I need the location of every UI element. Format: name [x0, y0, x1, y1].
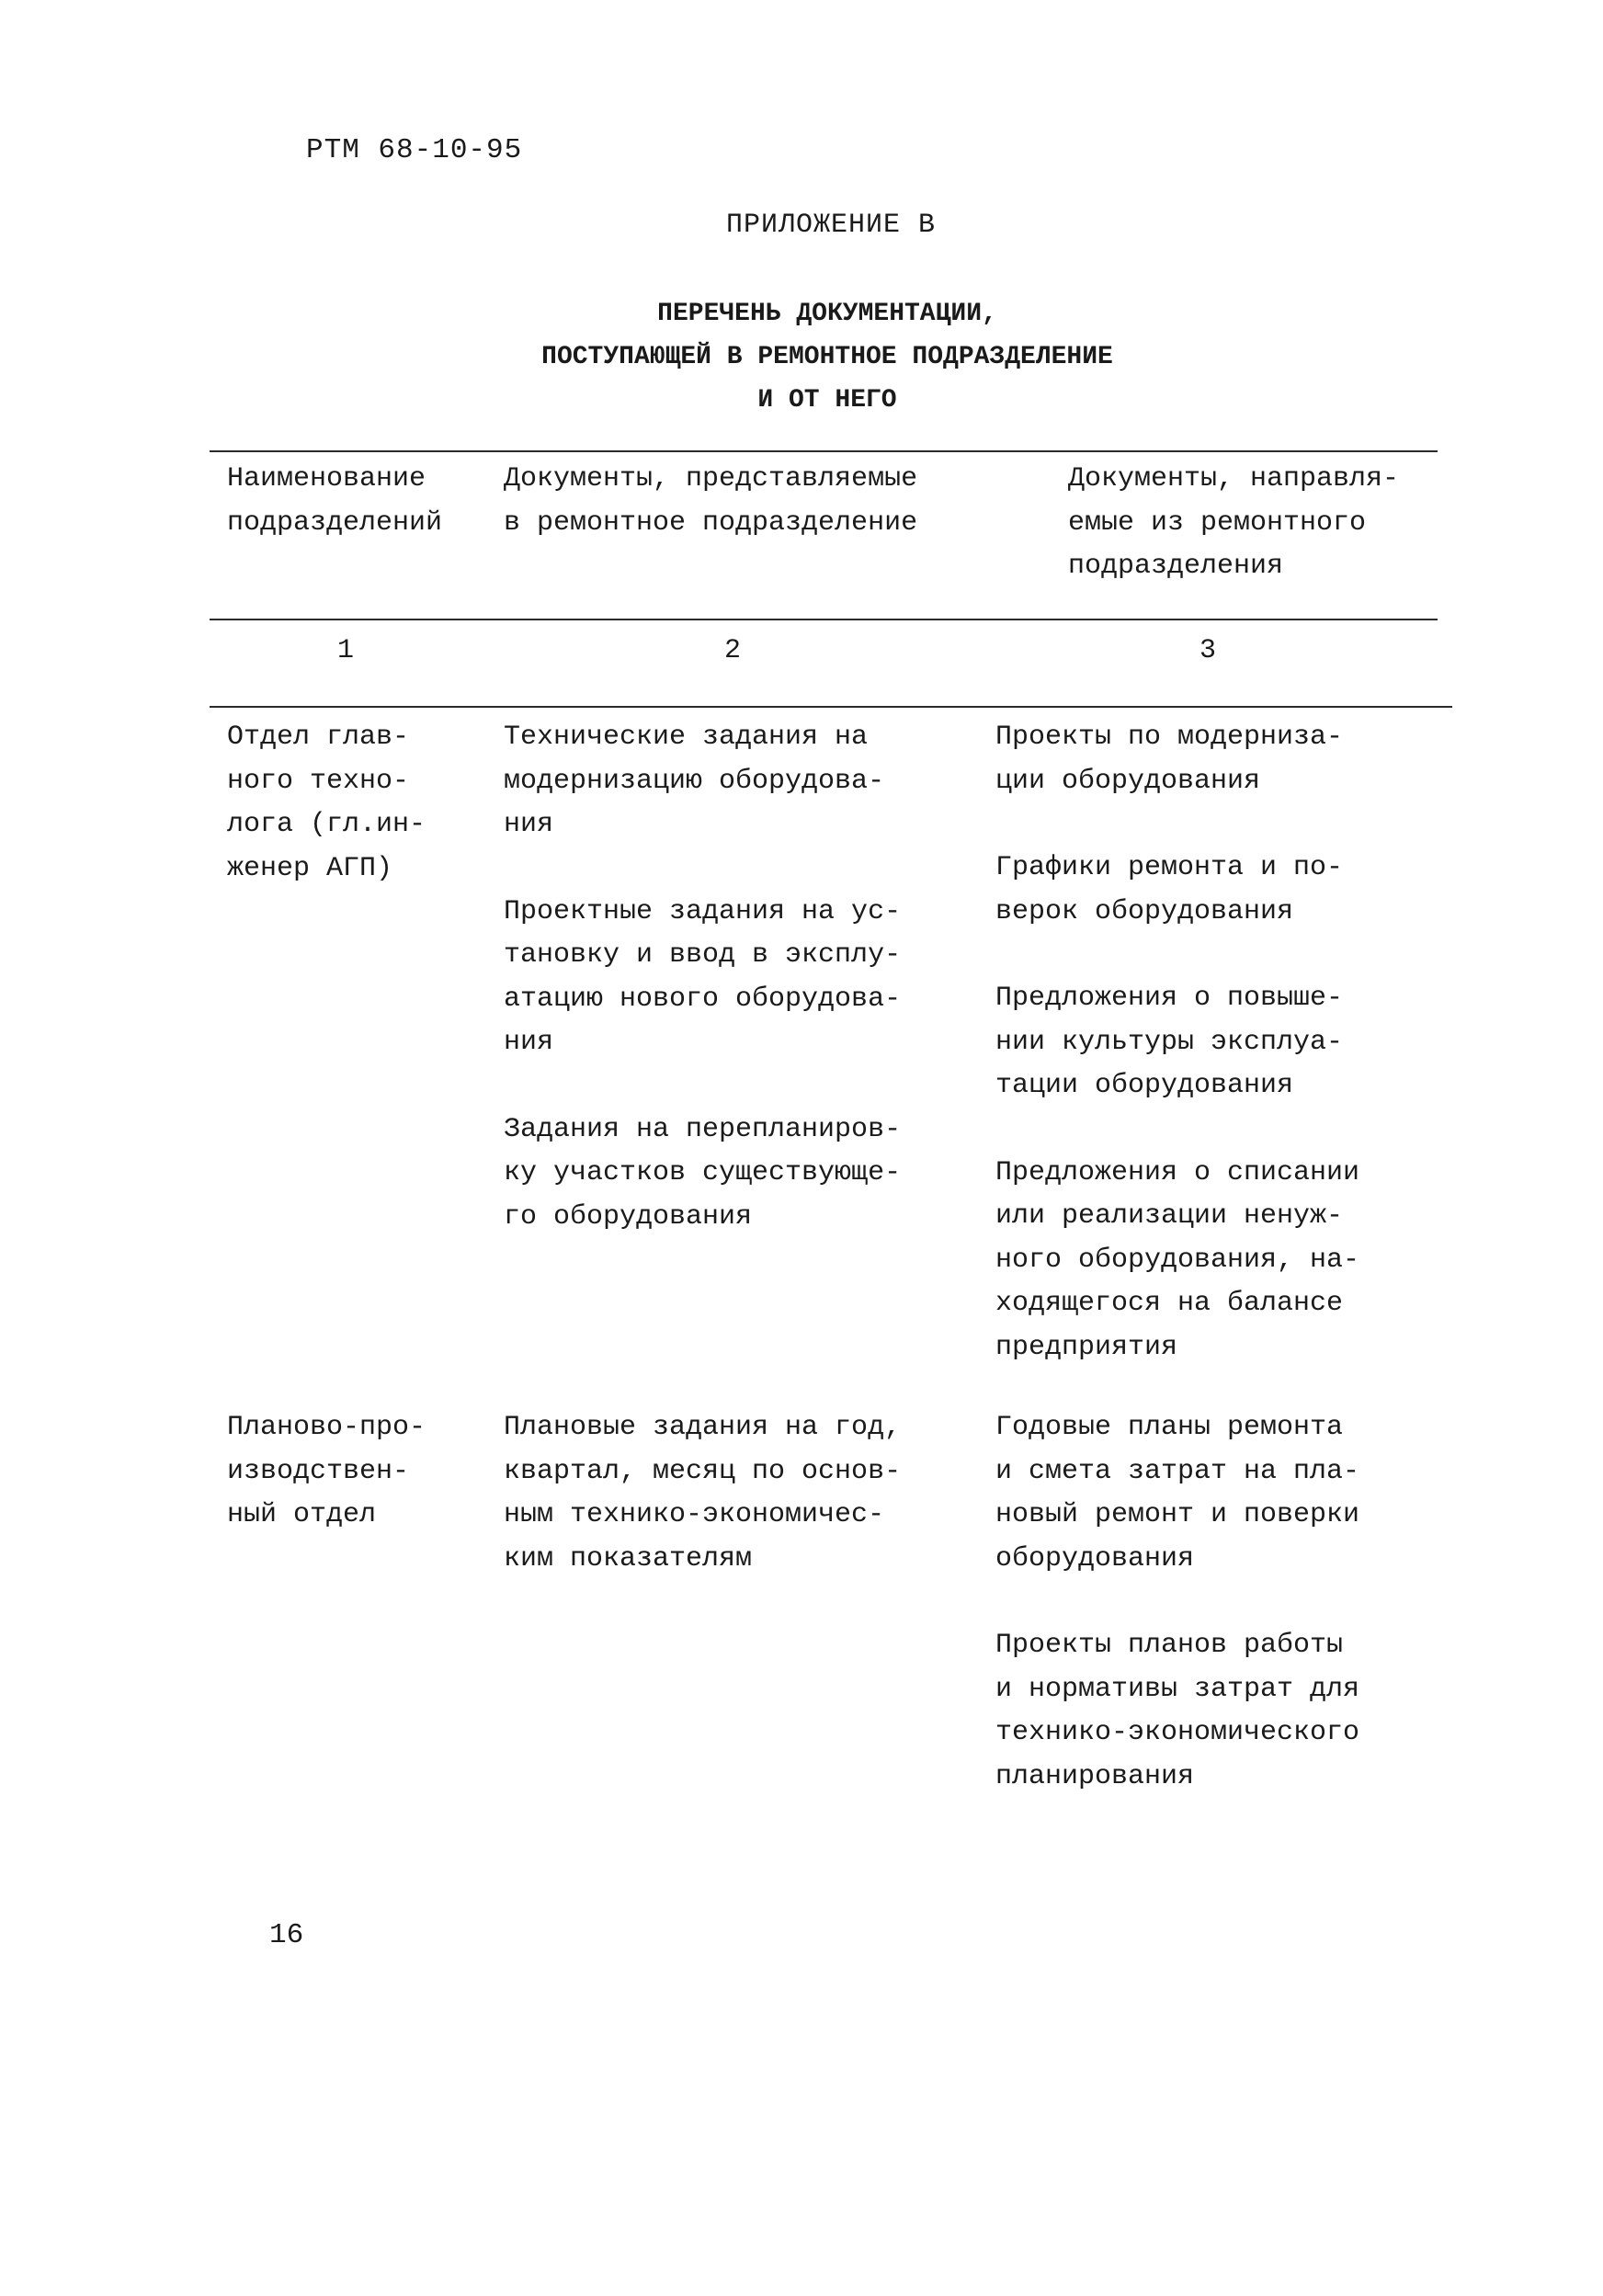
- document-item: Годовые планы ремонта и смета затрат на пла- новый ремонт и поверки оборудования: [995, 1412, 1360, 1574]
- column-header-outgoing: Документы, направля- емые из ремонтного подразделения: [1068, 463, 1400, 582]
- text-line: Отдел глав-: [227, 722, 410, 753]
- page-title: [432, 292, 1222, 422]
- document-item: Предложения о списании или реализации ненуж- ного оборудования, на- ходящегося на балансе предприятия: [995, 1156, 1360, 1363]
- row2-incoming-documents: [504, 1406, 963, 1581]
- text-line: Планово-про-: [227, 1412, 426, 1443]
- column-header-name: Наименование подразделений: [227, 463, 443, 539]
- text-line: изводствен-: [227, 1455, 410, 1487]
- column-number: 2: [724, 635, 742, 666]
- text-line: ный отдел: [227, 1499, 377, 1530]
- document-item: Проектные задания на ус- тановку и ввод в эксплу- атацию нового оборудова- ния: [504, 895, 902, 1058]
- column-header-incoming: Документы, представляемые в ремонтное подразделение: [504, 463, 918, 539]
- document-item: Графики ремонта и по- верок оборудования: [995, 852, 1344, 927]
- document-item: Проекты планов работы и нормативы затрат для технико-экономического планирования: [995, 1630, 1360, 1792]
- document-item: Технические задания на модернизацию оборудова- ния: [504, 722, 885, 840]
- document-item: Плановые задания на год, квартал, месяц по основ- ным технико-экономичес- ким показателям: [504, 1412, 902, 1574]
- title-line: И ОТ НЕГО: [757, 386, 897, 415]
- table-top-rule: [210, 450, 1438, 452]
- column-number: 1: [337, 635, 355, 666]
- appendix-label: ПРИЛОЖЕНИЕ В: [726, 210, 937, 241]
- document-code: РТМ 68-10-95: [306, 134, 523, 166]
- row2-outgoing-documents: [995, 1406, 1437, 1799]
- title-line: ПЕРЕЧЕНЬ ДОКУМЕНТАЦИИ,: [657, 300, 997, 328]
- numbers-bottom-rule: [210, 706, 1452, 708]
- row1-outgoing-documents: [995, 716, 1437, 1370]
- page-number: 16: [269, 1919, 304, 1951]
- title-line: ПОСТУПАЮЩЕЙ В РЕМОНТНОЕ ПОДРАЗДЕЛЕНИЕ: [541, 343, 1113, 371]
- row1-department: [227, 716, 457, 891]
- text-line: ного техно-: [227, 765, 410, 797]
- text-line: женер АГП): [227, 852, 393, 884]
- text-line: лога (гл.ин-: [227, 809, 426, 840]
- document-item: Проекты по модерниза- ции оборудования: [995, 722, 1344, 797]
- document-item: Задания на перепланиров- ку участков существующе- го оборудования: [504, 1113, 902, 1233]
- header-bottom-rule: [210, 619, 1438, 620]
- row2-department: [227, 1406, 457, 1538]
- document-item: Предложения о повыше- нии культуры эксплуа- тации оборудования: [995, 983, 1344, 1101]
- row1-incoming-documents: [504, 716, 963, 1239]
- column-number: 3: [1199, 635, 1217, 666]
